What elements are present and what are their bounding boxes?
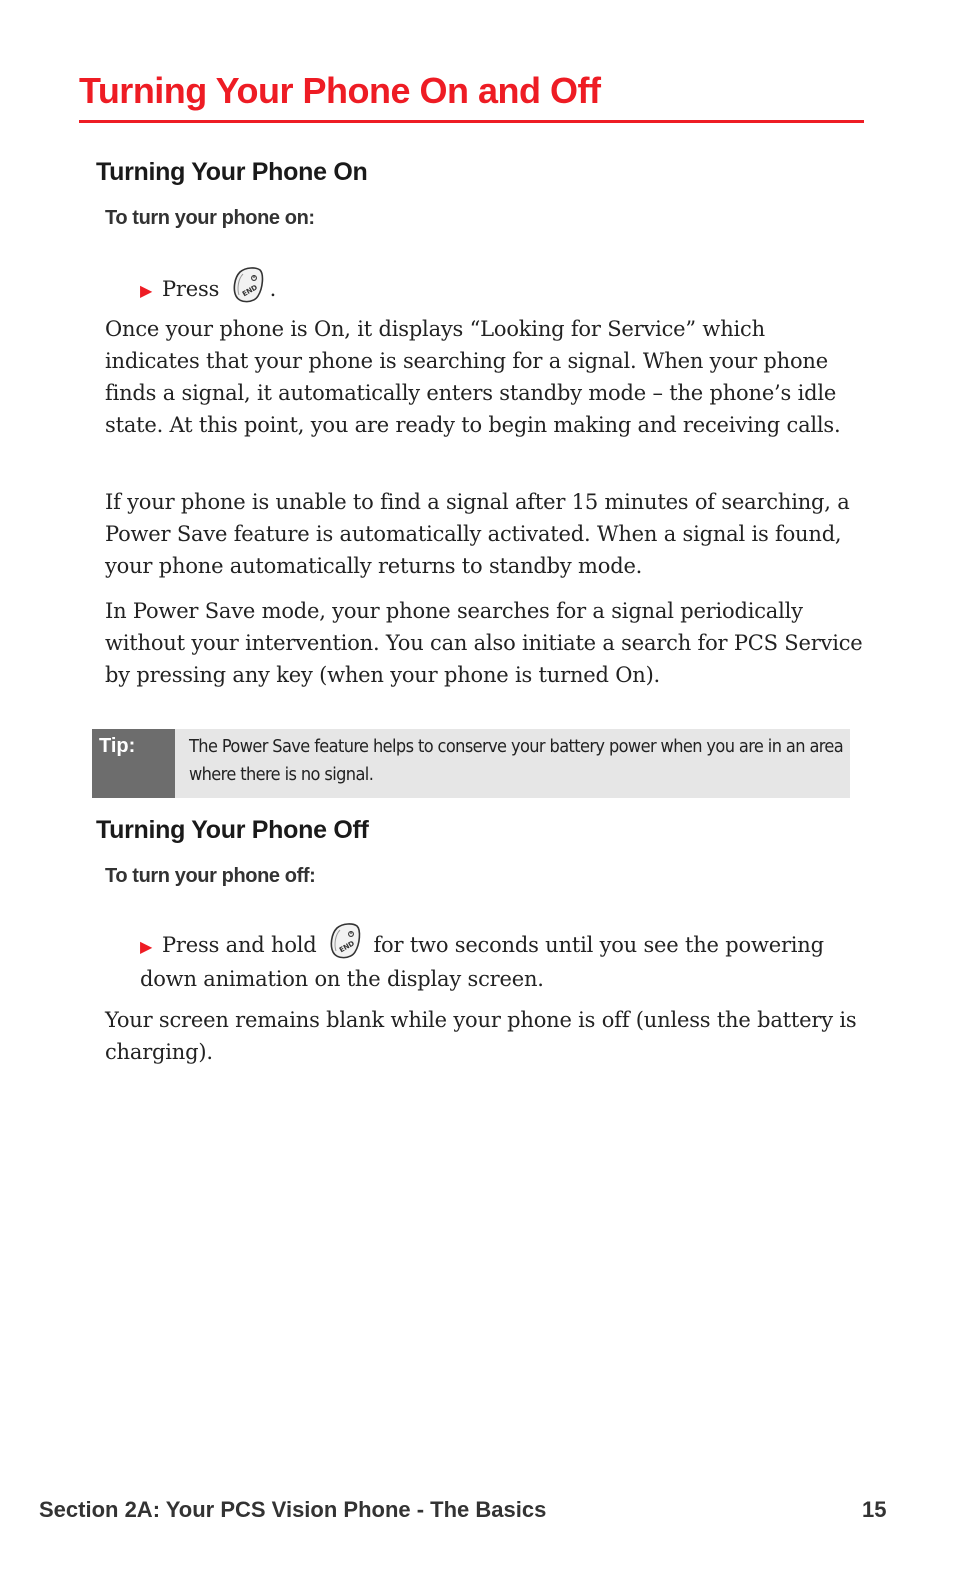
end-key-icon <box>327 922 363 962</box>
end-key-icon <box>230 266 266 306</box>
heading-turning-on: Turning Your Phone On <box>96 158 368 186</box>
tip-label: Tip: <box>92 729 175 798</box>
subheading-turn-on: To turn your phone on: <box>105 207 315 229</box>
svg-text:END: END <box>240 283 259 299</box>
step-text-after: . <box>269 277 277 301</box>
paragraph-looking-for-service: Once your phone is On, it displays “Looking for Service” which indicates that your phone is searching for a signal. When your phone finds a signal, it automatically enters standby mode – the phone’s idle state. At this point, you are ready to begin making and receiving calls. <box>105 317 841 437</box>
bullet-arrow-icon: ▶ <box>140 281 153 300</box>
page-title: Turning Your Phone On and Off <box>79 70 601 111</box>
step-text-before: Press <box>162 277 220 301</box>
tip-text: The Power Save feature helps to conserve your battery power when you are in an area where there is no signal. <box>189 736 844 785</box>
paragraph-power-save-mode: In Power Save mode, your phone searches for a signal periodically without your intervention. You can also initiate a search for PCS Service by pressing any key (when your phone is turned On). <box>105 599 863 687</box>
bullet-arrow-icon: ▶ <box>140 937 153 956</box>
step-off-text-after: for two seconds until you see the powering down animation on the display screen. <box>140 933 824 991</box>
title-rule <box>79 120 864 123</box>
step-press-end <box>140 266 865 307</box>
step-press-hold-end <box>140 922 865 996</box>
paragraph-power-save: If your phone is unable to find a signal after 15 minutes of searching, a Power Save feature is automatically activated. When a signal is found, your phone automatically returns to standby mode. <box>105 490 850 578</box>
step-off-text-before: Press and hold <box>162 933 317 957</box>
page-number: 15 <box>862 1497 887 1522</box>
tip-box <box>92 729 850 798</box>
footer-section-title: Section 2A: Your PCS Vision Phone - The Basics <box>39 1497 547 1522</box>
paragraph-screen-blank: Your screen remains blank while your phone is off (unless the battery is charging). <box>105 1008 857 1064</box>
subheading-turn-off: To turn your phone off: <box>105 865 316 887</box>
heading-turning-off: Turning Your Phone Off <box>96 816 369 844</box>
svg-text:END: END <box>338 939 356 955</box>
